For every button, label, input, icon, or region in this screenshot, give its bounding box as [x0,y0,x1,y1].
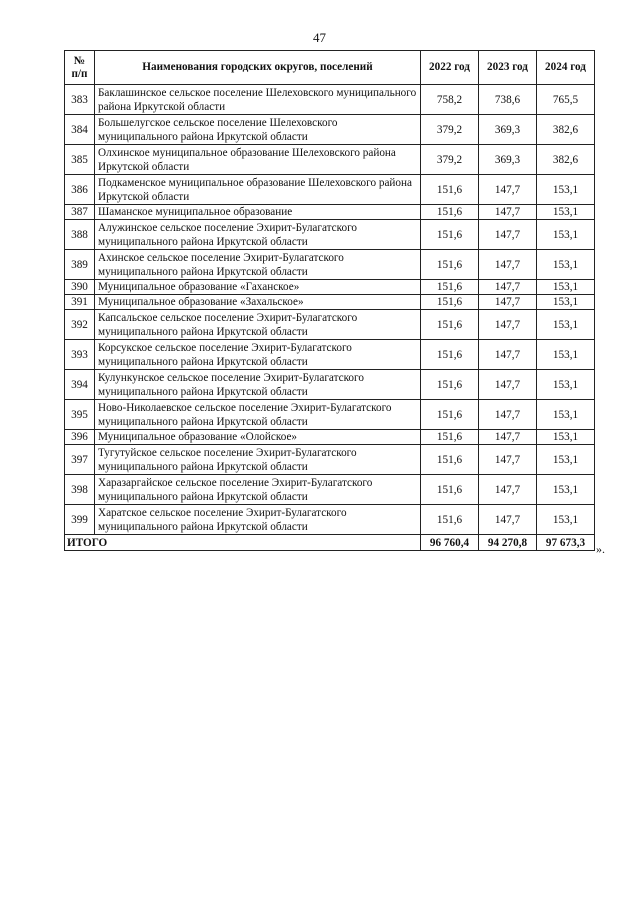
row-2022: 151,6 [421,400,479,430]
table-row [65,400,595,430]
row-2022: 151,6 [421,475,479,505]
total-2022: 96 760,4 [421,535,479,551]
header-name: Наименования городских округов, поселений [95,51,421,85]
row-number: 395 [65,400,95,430]
row-2022: 151,6 [421,205,479,220]
total-2023: 94 270,8 [479,535,537,551]
table-row [65,115,595,145]
row-number: 399 [65,505,95,535]
row-2024: 153,1 [537,505,595,535]
row-name: Тугутуйское сельское поселение Эхирит-Булагатского муниципального района Иркутской области [95,445,421,475]
row-2024: 382,6 [537,145,595,175]
allocation-table [64,50,595,551]
total-label: ИТОГО [65,535,421,551]
row-number: 394 [65,370,95,400]
row-name: Муниципальное образование «Гаханское» [95,280,421,295]
row-2023: 147,7 [479,370,537,400]
row-name: Кулункунское сельское поселение Эхирит-Булагатского муниципального района Иркутской области [95,370,421,400]
table-row [65,370,595,400]
table-row [65,280,595,295]
row-number: 390 [65,280,95,295]
row-2023: 369,3 [479,115,537,145]
row-2022: 379,2 [421,145,479,175]
table-row [65,205,595,220]
row-number: 387 [65,205,95,220]
row-2024: 153,1 [537,280,595,295]
row-2022: 758,2 [421,85,479,115]
table-row [65,430,595,445]
table-row [65,250,595,280]
row-2024: 382,6 [537,115,595,145]
table-row [65,310,595,340]
header-2022: 2022 год [421,51,479,85]
total-row [65,535,595,551]
row-number: 393 [65,340,95,370]
row-name: Муниципальное образование «Олойское» [95,430,421,445]
row-2022: 151,6 [421,370,479,400]
table-row [65,295,595,310]
row-2023: 147,7 [479,295,537,310]
row-name: Большелугское сельское поселение Шелеховского муниципального района Иркутской области [95,115,421,145]
page-number: 47 [313,30,326,45]
row-2022: 151,6 [421,445,479,475]
row-2023: 147,7 [479,505,537,535]
row-2023: 147,7 [479,340,537,370]
row-2022: 151,6 [421,505,479,535]
row-2023: 147,7 [479,445,537,475]
row-name: Баклашинское сельское поселение Шелеховского муниципального района Иркутской области [95,85,421,115]
row-2022: 151,6 [421,250,479,280]
row-2023: 147,7 [479,310,537,340]
row-2022: 151,6 [421,310,479,340]
row-2024: 153,1 [537,205,595,220]
row-2024: 153,1 [537,400,595,430]
row-2023: 147,7 [479,220,537,250]
table-body [65,85,595,535]
row-name: Олхинское муниципальное образование Шелеховского района Иркутской области [95,145,421,175]
row-2023: 147,7 [479,430,537,445]
row-2024: 765,5 [537,85,595,115]
row-2024: 153,1 [537,430,595,445]
row-name: Корсукское сельское поселение Эхирит-Булагатского муниципального района Иркутской области [95,340,421,370]
row-2022: 151,6 [421,430,479,445]
row-2023: 147,7 [479,400,537,430]
row-2024: 153,1 [537,220,595,250]
row-2023: 369,3 [479,145,537,175]
table-row [65,445,595,475]
row-2024: 153,1 [537,340,595,370]
table-row [65,145,595,175]
row-2024: 153,1 [537,250,595,280]
row-number: 397 [65,445,95,475]
row-number: 396 [65,430,95,445]
row-2022: 151,6 [421,220,479,250]
row-name: Подкаменское муниципальное образование Шелеховского района Иркутской области [95,175,421,205]
row-name: Капсальское сельское поселение Эхирит-Булагатского муниципального района Иркутской области [95,310,421,340]
row-number: 391 [65,295,95,310]
row-number: 398 [65,475,95,505]
header-2024: 2024 год [537,51,595,85]
row-number: 383 [65,85,95,115]
row-2023: 147,7 [479,280,537,295]
table-header-row [65,51,595,85]
row-2024: 153,1 [537,175,595,205]
row-number: 389 [65,250,95,280]
table-row [65,340,595,370]
row-name: Харазаргайское сельское поселение Эхирит-Булагатского муниципального района Иркутской области [95,475,421,505]
header-num [65,51,95,85]
row-number: 384 [65,115,95,145]
row-number: 386 [65,175,95,205]
row-name: Муниципальное образование «Захальское» [95,295,421,310]
row-name: Ахинское сельское поселение Эхирит-Булагатского муниципального района Иркутской области [95,250,421,280]
row-2024: 153,1 [537,475,595,505]
table-row [65,85,595,115]
row-2024: 153,1 [537,445,595,475]
row-2023: 147,7 [479,175,537,205]
row-number: 392 [65,310,95,340]
table-row [65,220,595,250]
row-2022: 151,6 [421,280,479,295]
total-2024: 97 673,3 [537,535,595,551]
header-num-text: № п/п [71,54,88,80]
table-row [65,475,595,505]
row-2024: 153,1 [537,370,595,400]
row-name: Шаманское муниципальное образование [95,205,421,220]
row-number: 385 [65,145,95,175]
row-2023: 147,7 [479,205,537,220]
row-name: Харатское сельское поселение Эхирит-Булагатского муниципального района Иркутской области [95,505,421,535]
row-number: 388 [65,220,95,250]
row-2023: 147,7 [479,250,537,280]
row-2024: 153,1 [537,295,595,310]
row-2024: 153,1 [537,310,595,340]
header-2023: 2023 год [479,51,537,85]
row-2022: 151,6 [421,295,479,310]
row-name: Ново-Николаевское сельское поселение Эхирит-Булагатского муниципального района Иркутской области [95,400,421,430]
row-name: Алужинское сельское поселение Эхирит-Булагатского муниципального района Иркутской области [95,220,421,250]
row-2022: 379,2 [421,115,479,145]
row-2022: 151,6 [421,340,479,370]
table-row [65,175,595,205]
row-2023: 738,6 [479,85,537,115]
table-row [65,505,595,535]
closing-quote: ». [596,542,605,556]
row-2022: 151,6 [421,175,479,205]
row-2023: 147,7 [479,475,537,505]
